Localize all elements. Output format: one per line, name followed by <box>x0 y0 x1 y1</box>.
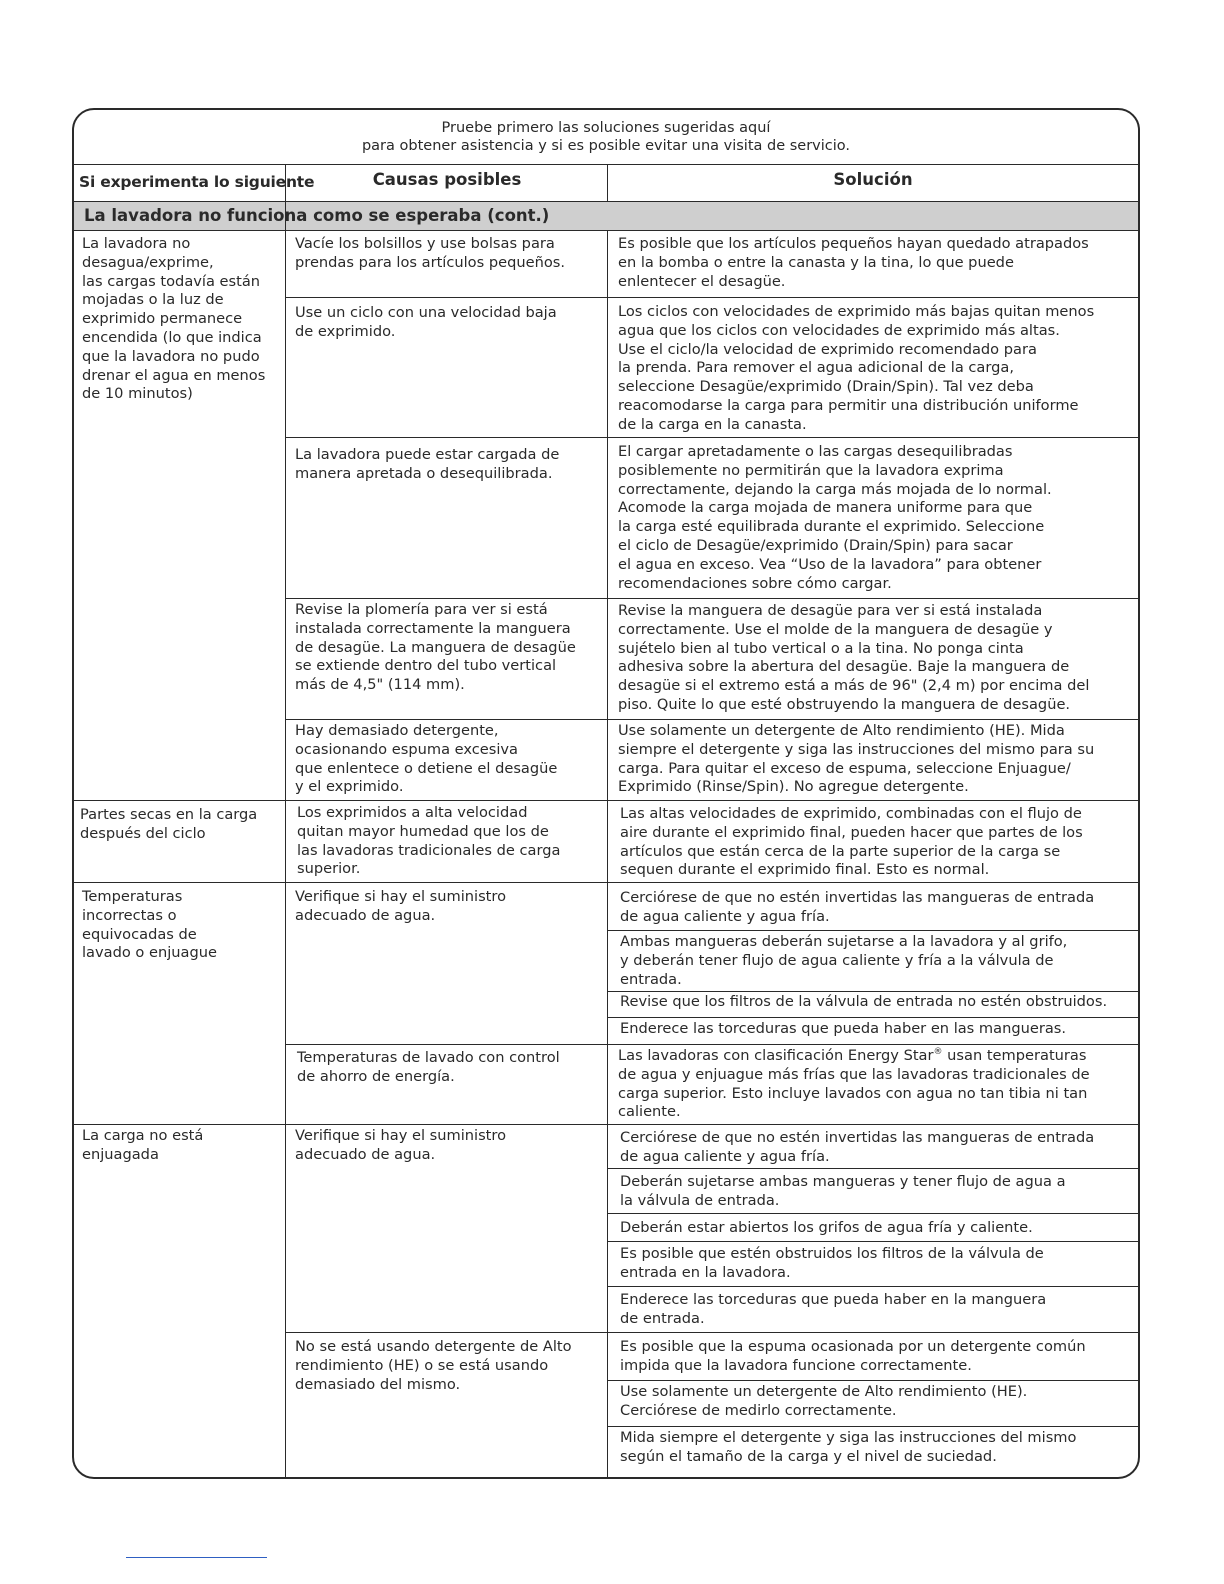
cause-low-spin: Use un ciclo con una velocidad baja de exprimido. <box>295 304 557 340</box>
column-divider <box>607 230 608 1479</box>
solution-common-detergent-suds: Es posible que la espuma ocasionada por un detergente común impida que la lavadora funcione correctamente. <box>620 1338 1086 1374</box>
cause-empty-pockets: Vacíe los bolsillos y use bolsas para prendas para los artículos pequeños. <box>295 235 566 271</box>
divider <box>607 1241 1138 1242</box>
divider <box>285 719 1138 720</box>
divider <box>607 1380 1138 1381</box>
divider <box>607 1426 1138 1427</box>
divider <box>74 882 1138 883</box>
cause-water-supply-2: Verifique si hay el suministro adecuado de agua. <box>295 1127 507 1163</box>
divider <box>607 1017 1138 1018</box>
problem-no-drain: La lavadora no desagua/exprime, las cargas todavía están mojadas o la luz de exprimido permanece encendida (lo que indica que la lavadora no pudo drenar el agua en menos de 10 minutos) <box>82 235 266 403</box>
solution-filters-clogged: Es posible que estén obstruidos los filtros de la válvula de entrada en la lavadora. <box>620 1245 1044 1281</box>
section-title: La lavadora no funciona como se esperaba (cont.) <box>74 202 1138 230</box>
divider <box>285 437 1138 438</box>
divider <box>607 1213 1138 1214</box>
column-divider <box>285 164 286 1479</box>
divider <box>74 1124 1138 1125</box>
cause-not-he-detergent: No se está usando detergente de Alto rendimiento (HE) o se está usando demasiado del mismo. <box>295 1338 572 1393</box>
solution-hoses-flow: Deberán sujetarse ambas mangueras y tener flujo de agua a la válvula de entrada. <box>620 1173 1066 1209</box>
solution-straighten-hoses: Enderece las torceduras que pueda haber en las mangueras. <box>620 1020 1067 1037</box>
problem-not-rinsed: La carga no está enjuagada <box>82 1127 204 1163</box>
header-causes: Causas posibles <box>372 170 522 189</box>
solution-hoses-reversed: Cerciórese de que no estén invertidas las mangueras de entrada de agua caliente y agua fría. <box>620 889 1095 925</box>
divider <box>607 991 1138 992</box>
solution-energy-star <box>618 1047 1134 1122</box>
cause-high-speed-spin: Los exprimidos a alta velocidad quitan mayor humedad que los de las lavadoras tradicionales de carga superior. <box>297 804 561 878</box>
cause-energy-saving: Temperaturas de lavado con control de ahorro de energía. <box>297 1049 560 1085</box>
divider <box>607 930 1138 931</box>
solution-unbalanced-load: El cargar apretadamente o las cargas desequilibradas posiblemente no permitirán que la lavadora exprima correctamente, dejando la carga más mojada de lo normal. Acomode la carga mojada de manera uniforme para que la carga esté equilibrada durante el exprimido. Seleccione el ciclo de Desagüe/exprimido (Drain/Spin) para sacar el agua en exceso. Vea “Uso de la lavadora” para obtener recomendaciones sobre cómo cargar. <box>618 443 1052 592</box>
solution-he-detergent: Use solamente un detergente de Alto rendimiento (HE). Mida siempre el detergente y siga las instrucciones del mismo para su carga. Para quitar el exceso de espuma, seleccione Enjuague/ Exprimido (Rinse/Spin). No agregue detergente. <box>618 722 1095 796</box>
divider <box>74 230 1138 231</box>
intro-line-1: Pruebe primero las soluciones sugeridas aquí <box>441 120 771 136</box>
solution-energy-star-b: usan temperaturas de agua y enjuague más frías que las lavadoras tradicionales de carga superior. Esto incluye lavados con agua no tan tibia ni tan caliente. <box>618 1047 1090 1121</box>
divider <box>74 800 1138 801</box>
divider <box>607 1168 1138 1169</box>
solution-faucets-open: Deberán estar abiertos los grifos de agua fría y caliente. <box>620 1219 1033 1236</box>
footer-rule <box>126 1557 267 1558</box>
solution-small-items: Es posible que los artículos pequeños hayan quedado atrapados en la bomba o entre la canasta y la tina, lo que puede enlentecer el desagüe. <box>618 235 1089 290</box>
intro-line-2: para obtener asistencia y si es posible evitar una visita de servicio. <box>361 138 851 154</box>
solution-measure-detergent: Mida siempre el detergente y siga las instrucciones del mismo según el tamaño de la carga y el nivel de suciedad. <box>620 1429 1077 1465</box>
problem-wrong-temperatures: Temperaturas incorrectas o equivocadas de lavado o enjuague <box>82 888 217 962</box>
divider <box>607 1286 1138 1287</box>
solution-inlet-filters: Revise que los filtros de la válvula de entrada no estén obstruidos. <box>620 993 1108 1010</box>
solution-use-he: Use solamente un detergente de Alto rendimiento (HE). Cerciórese de medirlo correctamente. <box>620 1383 1028 1419</box>
solution-energy-star-a: Las lavadoras con clasificación Energy Star <box>618 1047 934 1064</box>
cause-too-much-detergent: Hay demasiado detergente, ocasionando espuma excesiva que enlentece o detiene el desagüe y el exprimido. <box>295 722 558 796</box>
header-solution: Solución <box>833 170 913 189</box>
cause-unbalanced-load: La lavadora puede estar cargada de manera apretada o desequilibrada. <box>295 446 560 482</box>
cause-drain-hose: Revise la plomería para ver si está instalada correctamente la manguera de desagüe. La manguera de desagüe se extiende dentro del tubo vertical más de 4,5" (114 mm). <box>295 601 576 694</box>
cause-water-supply: Verifique si hay el suministro adecuado de agua. <box>295 888 507 924</box>
solution-drain-hose: Revise la manguera de desagüe para ver si está instalada correctamente. Use el molde de la manguera de desagüe y sujételo bien al tubo vertical o a la tina. No ponga cinta adhesiva sobre la abertura del desagüe. Baje la manguera de desagüe si el extremo está a más de 96" (2,4 m) por encima del piso. Quite lo que esté obstruyendo la manguera de desagüe. <box>618 602 1090 713</box>
troubleshooting-table <box>72 108 1140 1479</box>
problem-dry-spots: Partes secas en la carga después del ciclo <box>80 806 258 842</box>
registered-mark: ® <box>933 1047 943 1058</box>
solution-high-speed-spin: Las altas velocidades de exprimido, combinadas con el flujo de aire durante el exprimido final, pueden hacer que partes de los artículos que están cerca de la parte superior de la carga se sequen durante el exprimido final. Esto es normal. <box>620 805 1083 879</box>
header-problem: Si experimenta lo siguiente <box>79 173 315 191</box>
solution-hoses-attached: Ambas mangueras deberán sujetarse a la lavadora y al grifo, y deberán tener flujo de agua caliente y fría a la válvula de entrada. <box>620 933 1068 988</box>
column-divider <box>607 164 608 202</box>
divider <box>285 1332 1138 1333</box>
divider <box>74 164 1138 165</box>
solution-straighten-hose: Enderece las torceduras que pueda haber en la manguera de entrada. <box>620 1291 1047 1327</box>
divider <box>285 1044 1138 1045</box>
solution-hoses-reversed-2: Cerciórese de que no estén invertidas las mangueras de entrada de agua caliente y agua fría. <box>620 1129 1095 1165</box>
divider <box>285 598 1138 599</box>
divider <box>285 297 1138 298</box>
intro-text <box>74 110 1138 164</box>
solution-low-spin: Los ciclos con velocidades de exprimido más bajas quitan menos agua que los ciclos con velocidades de exprimido más altas. Use el ciclo/la velocidad de exprimido recomendado para la prenda. Para remover el agua adicional de la carga, seleccione Desagüe/exprimido (Drain/Spin). Tal vez deba reacomodarse la carga para permitir una distribución uniforme de la carga en la canasta. <box>618 303 1095 433</box>
